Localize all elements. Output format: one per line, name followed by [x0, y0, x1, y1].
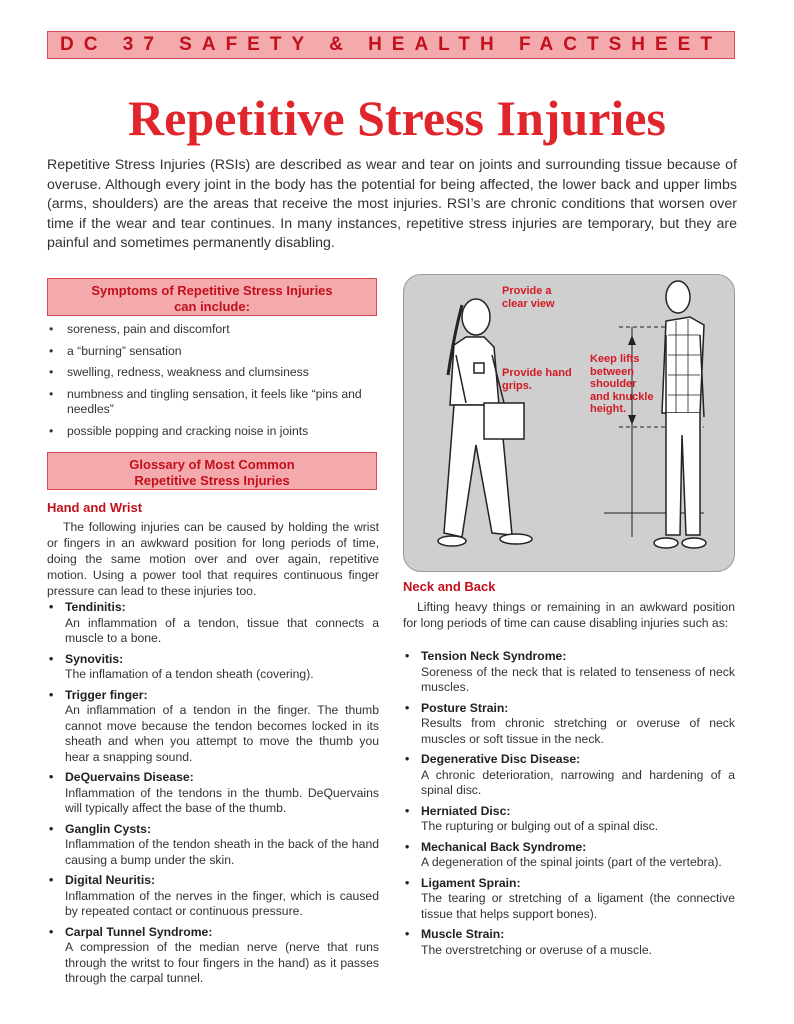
list-item — [47, 600, 379, 647]
list-item — [47, 873, 379, 920]
definition: The overstretching or overuse of a muscle. — [421, 942, 652, 957]
definition: Results from chronic stretching or overuse of neck muscles or soft tissue in the neck. — [421, 716, 735, 746]
banner-text: DC 37 SAFETY & HEALTH FACTSHEET — [60, 34, 722, 55]
list-item — [403, 701, 735, 748]
term: • Mechanical Back Syndrome: — [421, 839, 587, 854]
list-item — [47, 925, 379, 987]
term: • Synovitis: — [65, 651, 124, 666]
callout-hand-grips: Provide hand grips. — [502, 367, 572, 392]
list-item — [47, 688, 379, 766]
factsheet-banner — [47, 31, 735, 59]
neck-back-heading: Neck and Back — [403, 579, 496, 594]
term: • Trigger finger: — [65, 687, 148, 702]
man-figure — [654, 281, 706, 548]
symptoms-list — [47, 322, 382, 445]
term: • Muscle Strain: — [421, 927, 505, 941]
lifting-illustration — [403, 274, 735, 572]
list-item — [47, 822, 379, 869]
definition: Soreness of the neck that is related to tenseness of neck muscles. — [421, 664, 735, 694]
definition: An inflammation of a tendon in the finger. The thumb cannot move because the tendon becomes locked in its sheath and when you attempt to move the thumb you hear a snapping sound. — [65, 703, 379, 764]
list-item — [403, 752, 735, 799]
hand-wrist-intro: The following injuries can be caused by holding the wrist or fingers in an awkward position for long periods of time, doing the same motion over and over again, repetitive motion. Using a power tool that requires continuous finger pressure can lead to these injuries too. — [47, 520, 379, 598]
list-item: • possible popping and cracking noise in joints — [47, 424, 382, 440]
glossary-heading-box — [47, 452, 377, 490]
term: • Degenerative Disc Disease: — [421, 752, 581, 766]
definition: A chronic deterioration, narrowing and hardening of a spinal disc. — [421, 767, 735, 797]
symptoms-heading-line1: Symptoms of Repetitive Stress Injuries — [91, 283, 333, 298]
list-item: • soreness, pain and discomfort — [47, 322, 382, 338]
list-item: • swelling, redness, weakness and clumsiness — [47, 365, 382, 381]
definition: Inflammation of the tendons in the thumb. DeQuervains will typically affect the base of the thumb. — [65, 785, 379, 815]
list-item — [403, 649, 735, 696]
list-item: • a “burning” sensation — [47, 344, 382, 360]
definition: A degeneration of the spinal joints (part of the vertebra). — [421, 855, 722, 869]
term: • Posture Strain: — [421, 700, 509, 715]
definition: Inflammation of the nerves in the finger, which is caused by repeated contact or continuous pressure. — [65, 888, 379, 918]
glossary-heading-line2: Repetitive Stress Injuries — [134, 473, 290, 488]
term: • Carpal Tunnel Syndrome: — [65, 924, 213, 939]
glossary-heading-line1: Glossary of Most Common — [129, 457, 295, 472]
callout-clear-view: Provide a clear view — [502, 285, 555, 310]
symptoms-heading-box — [47, 278, 377, 316]
neck-back-intro: Lifting heavy things or remaining in an awkward position for long periods of time can cause disabling injuries such as: — [403, 600, 735, 630]
definition: The inflamation of a tendon sheath (covering). — [65, 667, 314, 681]
list-item — [47, 770, 379, 817]
term: • DeQuervains Disease: — [65, 770, 194, 784]
definition: The rupturing or bulging out of a spinal disc. — [421, 819, 659, 833]
lifting-figures-drawing — [404, 275, 735, 572]
list-item — [47, 652, 379, 683]
arrow-down — [628, 415, 636, 425]
woman-figure — [438, 299, 532, 546]
neck-back-list — [403, 649, 735, 963]
term: • Ligament Sprain: — [421, 875, 521, 890]
list-item — [403, 876, 735, 923]
list-item — [403, 840, 735, 871]
list-item: • numbness and tingling sensation, it feels like “pins and needles” — [47, 387, 382, 418]
arrow-up — [628, 335, 636, 345]
term: • Ganglin Cysts: — [65, 821, 152, 836]
definition: A compression of the median nerve (nerve that runs through the writst to four fingers in the hand) as it passes through the carpal tunnel. — [65, 940, 379, 985]
page-title: Repetitive Stress Injuries — [128, 90, 666, 146]
term: • Digital Neuritis: — [65, 873, 156, 887]
definition: Inflammation of the tendon sheath in the back of the hand causing a bump under the skin. — [65, 837, 379, 867]
definition: The tearing or stretching of a ligament (the connective tissue that helps support bones). — [421, 891, 735, 921]
list-item — [403, 804, 735, 835]
symptoms-heading-line2: can include: — [174, 299, 250, 314]
callout-lift-height: Keep lifts between shoulder and knuckle height. — [590, 353, 654, 415]
term: • Tendinitis: — [65, 600, 126, 614]
list-item — [403, 927, 735, 958]
definition: An inflammation of a tendon, tissue that connects a muscle to a bone. — [65, 615, 379, 645]
term: • Herniated Disc: — [421, 803, 511, 818]
hand-wrist-heading: Hand and Wrist — [47, 500, 143, 515]
intro-paragraph: Repetitive Stress Injuries (RSIs) are described as wear and tear on joints and surrounding tissue because of overuse. Although every joint in the body has the potential for being affected, the lower back and upper limbs (arms, shoulders) are the areas that receive the most injuries. RSI’s are chronic conditions that worsen over time if the wear and tear continues. In many instances, repetitive stress injuries are temporary, but they are painful and sometimes permanently disabling. — [47, 157, 737, 251]
term: • Tension Neck Syndrome: — [421, 649, 567, 663]
hand-wrist-list — [47, 600, 379, 992]
